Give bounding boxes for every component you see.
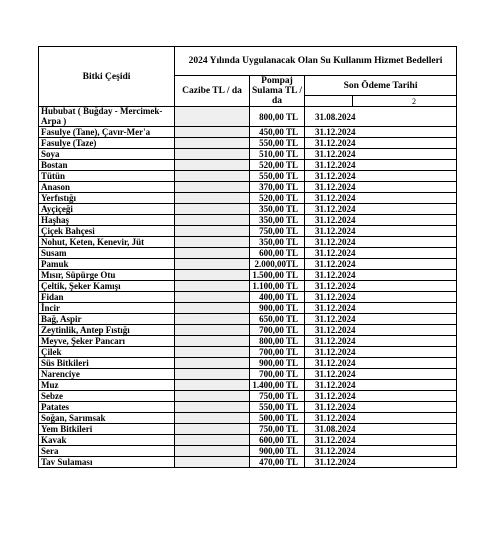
pompaj-fee-cell: 470,00 TL (250, 457, 305, 468)
due-date-cell: 31.12.2024 (305, 347, 457, 358)
table-row (39, 149, 457, 160)
due-date-cell: 31.12.2024 (305, 336, 457, 347)
due-date-cell: 31.12.2024 (305, 182, 457, 193)
cazibe-fee-cell (175, 303, 250, 314)
crop-name-cell: Nohut, Keten, Kenevir, Jüt (39, 237, 175, 248)
table-row (39, 215, 457, 226)
pompaj-fee-cell: 350,00 TL (250, 215, 305, 226)
table-row (39, 325, 457, 336)
pompaj-fee-cell: 750,00 TL (250, 424, 305, 435)
table-row (39, 107, 457, 127)
crop-name-cell: Patates (39, 402, 175, 413)
pompaj-fee-cell: 520,00 TL (250, 160, 305, 171)
table-row (39, 259, 457, 270)
water-fee-table (38, 46, 457, 468)
pompaj-fee-cell: 350,00 TL (250, 237, 305, 248)
pompaj-fee-cell: 750,00 TL (250, 391, 305, 402)
cazibe-fee-cell (175, 402, 250, 413)
pompaj-fee-cell: 370,00 TL (250, 182, 305, 193)
due-date-cell: 31.12.2024 (305, 446, 457, 457)
crop-name-cell: Sebze (39, 391, 175, 402)
crop-name-cell: Çilek (39, 347, 175, 358)
cazibe-fee-cell (175, 270, 250, 281)
cazibe-fee-cell (175, 237, 250, 248)
crop-name-cell: Yem Bitkileri (39, 424, 175, 435)
pompaj-fee-cell: 700,00 TL (250, 347, 305, 358)
pompaj-fee-cell: 600,00 TL (250, 248, 305, 259)
pompaj-fee-cell: 2.000,00TL (250, 259, 305, 270)
cazibe-fee-cell (175, 281, 250, 292)
table-row (39, 446, 457, 457)
pompaj-fee-cell: 700,00 TL (250, 369, 305, 380)
table-row (39, 369, 457, 380)
due-date-cell: 31.12.2024 (305, 281, 457, 292)
due-date-cell: 31.12.2024 (305, 259, 457, 270)
cazibe-fee-cell (175, 259, 250, 270)
table-row (39, 270, 457, 281)
column-index-label: 2 (353, 96, 457, 107)
due-date-cell: 31.12.2024 (305, 248, 457, 259)
table-row (39, 424, 457, 435)
due-date-cell: 31.12.2024 (305, 369, 457, 380)
main-title-header: 2024 Yılında Uygulanacak Olan Su Kullanım Hizmet Bedelleri (175, 47, 457, 76)
crop-name-cell: Çeltik, Şeker Kamışı (39, 281, 175, 292)
due-date-cell: 31.08.2024 (305, 107, 457, 127)
due-date-cell: 31.12.2024 (305, 193, 457, 204)
pompaj-fee-cell: 510,00 TL (250, 149, 305, 160)
crop-name-cell: Zeytinlik, Antep Fıstığı (39, 325, 175, 336)
pompaj-fee-cell: 1.400,00 TL (250, 380, 305, 391)
crop-column-header: Bitki Çeşidi (39, 47, 175, 107)
table-row (39, 391, 457, 402)
pompaj-fee-cell: 800,00 TL (250, 336, 305, 347)
pompaj-fee-cell: 550,00 TL (250, 138, 305, 149)
crop-name-cell: Süs Bitkileri (39, 358, 175, 369)
cazibe-fee-cell (175, 292, 250, 303)
table-row (39, 127, 457, 138)
pompaj-fee-cell: 520,00 TL (250, 193, 305, 204)
due-date-cell: 31.12.2024 (305, 127, 457, 138)
pompaj-fee-cell: 900,00 TL (250, 446, 305, 457)
table-row (39, 237, 457, 248)
crop-name-cell: İncir (39, 303, 175, 314)
cazibe-fee-cell (175, 446, 250, 457)
table-row (39, 226, 457, 237)
crop-name-cell: Tav Sulaması (39, 457, 175, 468)
due-date-cell: 31.12.2024 (305, 204, 457, 215)
crop-name-cell: Mısır, Süpürge Otu (39, 270, 175, 281)
table-row (39, 413, 457, 424)
crop-name-cell: Fasulye (Taze) (39, 138, 175, 149)
due-date-cell: 31.12.2024 (305, 314, 457, 325)
crop-name-cell: Pamuk (39, 259, 175, 270)
pompaj-column-header: Pompaj Sulama TL / da (250, 76, 305, 107)
due-date-cell: 31.12.2024 (305, 303, 457, 314)
due-date-cell: 31.12.2024 (305, 457, 457, 468)
pompaj-fee-cell: 650,00 TL (250, 314, 305, 325)
due-date-cell: 31.12.2024 (305, 413, 457, 424)
table-row (39, 281, 457, 292)
table-row (39, 336, 457, 347)
table-row (39, 347, 457, 358)
crop-name-cell: Haşhaş (39, 215, 175, 226)
due-date-cell: 31.12.2024 (305, 358, 457, 369)
table-row (39, 314, 457, 325)
crop-name-cell: Tütün (39, 171, 175, 182)
pompaj-fee-cell: 1.500,00 TL (250, 270, 305, 281)
blank-cell (305, 96, 353, 107)
cazibe-fee-cell (175, 369, 250, 380)
due-date-cell: 31.12.2024 (305, 391, 457, 402)
crop-name-cell: Susam (39, 248, 175, 259)
header-row-1 (39, 47, 457, 76)
cazibe-fee-cell (175, 424, 250, 435)
table-row (39, 435, 457, 446)
crop-name-cell: Soğan, Sarımsak (39, 413, 175, 424)
crop-name-cell: Soya (39, 149, 175, 160)
cazibe-fee-cell (175, 171, 250, 182)
cazibe-fee-cell (175, 127, 250, 138)
table-row (39, 303, 457, 314)
table-row (39, 204, 457, 215)
cazibe-fee-cell (175, 347, 250, 358)
crop-name-cell: Meyve, Şeker Pancarı (39, 336, 175, 347)
pompaj-fee-cell: 600,00 TL (250, 435, 305, 446)
crop-name-cell: Çiçek Bahçesi (39, 226, 175, 237)
due-date-cell: 31.12.2024 (305, 292, 457, 303)
cazibe-fee-cell (175, 314, 250, 325)
crop-name-cell: Sera (39, 446, 175, 457)
due-date-cell: 31.12.2024 (305, 215, 457, 226)
table-row (39, 248, 457, 259)
pompaj-fee-cell: 550,00 TL (250, 402, 305, 413)
table-row (39, 182, 457, 193)
pompaj-fee-cell: 400,00 TL (250, 292, 305, 303)
due-date-cell: 31.12.2024 (305, 160, 457, 171)
table-row (39, 380, 457, 391)
pompaj-fee-cell: 900,00 TL (250, 358, 305, 369)
cazibe-fee-cell (175, 413, 250, 424)
pompaj-fee-cell: 500,00 TL (250, 413, 305, 424)
table-row (39, 457, 457, 468)
due-date-cell: 31.12.2024 (305, 380, 457, 391)
crop-name-cell: Bağ, Aspir (39, 314, 175, 325)
due-date-cell: 31.12.2024 (305, 149, 457, 160)
crop-name-cell: Yerfıstığı (39, 193, 175, 204)
pompaj-fee-cell: 700,00 TL (250, 325, 305, 336)
cazibe-fee-cell (175, 336, 250, 347)
due-date-cell: 31.12.2024 (305, 402, 457, 413)
table-row (39, 138, 457, 149)
crop-name-cell: Bostan (39, 160, 175, 171)
crop-name-cell: Anason (39, 182, 175, 193)
table-row (39, 358, 457, 369)
cazibe-fee-cell (175, 149, 250, 160)
crop-name-cell: Ayçiçeği (39, 204, 175, 215)
due-date-cell: 31.12.2024 (305, 171, 457, 182)
pompaj-fee-cell: 550,00 TL (250, 171, 305, 182)
cazibe-fee-cell (175, 457, 250, 468)
crop-name-cell: Muz (39, 380, 175, 391)
due-date-cell: 31.12.2024 (305, 435, 457, 446)
table-row (39, 193, 457, 204)
pompaj-fee-cell: 750,00 TL (250, 226, 305, 237)
odeme-column-header: Son Ödeme Tarihi (305, 76, 457, 96)
crop-name-cell: Hububat ( Buğday - Mercimek- Arpa ) (39, 107, 175, 127)
crop-name-cell: Fidan (39, 292, 175, 303)
table-row (39, 171, 457, 182)
due-date-cell: 31.12.2024 (305, 226, 457, 237)
crop-name-cell: Kavak (39, 435, 175, 446)
cazibe-column-header: Cazibe TL / da (175, 76, 250, 107)
cazibe-fee-cell (175, 380, 250, 391)
pompaj-fee-cell: 900,00 TL (250, 303, 305, 314)
pompaj-fee-cell: 450,00 TL (250, 127, 305, 138)
pompaj-fee-cell: 800,00 TL (250, 107, 305, 127)
due-date-cell: 31.12.2024 (305, 270, 457, 281)
due-date-cell: 31.08.2024 (305, 424, 457, 435)
cazibe-fee-cell (175, 248, 250, 259)
due-date-cell: 31.12.2024 (305, 237, 457, 248)
cazibe-fee-cell (175, 215, 250, 226)
cazibe-fee-cell (175, 226, 250, 237)
cazibe-fee-cell (175, 138, 250, 149)
cazibe-fee-cell (175, 160, 250, 171)
cazibe-fee-cell (175, 325, 250, 336)
cazibe-fee-cell (175, 182, 250, 193)
table-row (39, 160, 457, 171)
cazibe-fee-cell (175, 107, 250, 127)
due-date-cell: 31.12.2024 (305, 325, 457, 336)
cazibe-fee-cell (175, 435, 250, 446)
crop-name-cell: Fasulye (Tane), Çavır-Mer'a (39, 127, 175, 138)
cazibe-fee-cell (175, 358, 250, 369)
pompaj-fee-cell: 1.100,00 TL (250, 281, 305, 292)
cazibe-fee-cell (175, 391, 250, 402)
crop-name-cell: Narenciye (39, 369, 175, 380)
table-row (39, 292, 457, 303)
due-date-cell: 31.12.2024 (305, 138, 457, 149)
cazibe-fee-cell (175, 193, 250, 204)
cazibe-fee-cell (175, 204, 250, 215)
table-row (39, 402, 457, 413)
pompaj-fee-cell: 350,00 TL (250, 204, 305, 215)
